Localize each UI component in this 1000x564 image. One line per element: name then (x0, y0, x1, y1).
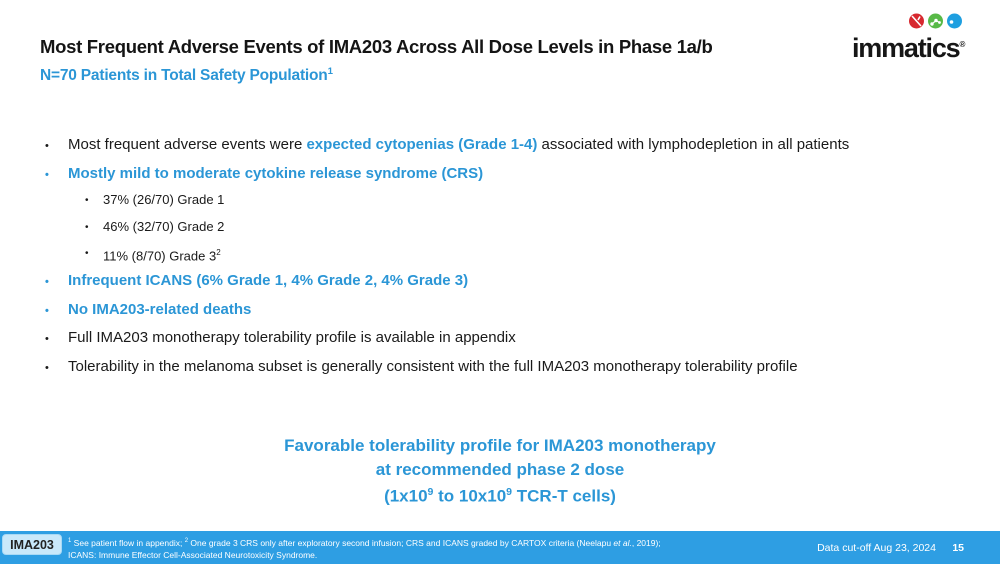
callout-line: Favorable tolerability profile for IMA203 monotherapy (284, 436, 716, 455)
bullet-marker: • (85, 195, 89, 206)
bullet-text: Full IMA203 monotherapy tolerability profile is available in appendix (68, 329, 516, 346)
exponent: 9 (427, 486, 434, 498)
bullet-item (40, 328, 970, 347)
footnote-ref: 2 (184, 538, 189, 544)
logo-wordmark-text: immatics (852, 33, 960, 63)
sub-bullet-item (40, 218, 970, 235)
bullet-text-plain: associated with lymphodepletion in all patients (537, 136, 850, 153)
footnote-line-1 (68, 535, 728, 549)
footer-bar (0, 531, 1000, 564)
bullet-marker: • (45, 362, 49, 374)
footnotes (68, 535, 728, 561)
slide-title: Most Frequent Adverse Events of IMA203 Across All Dose Levels in Phase 1a/b (40, 36, 713, 57)
bullet-marker: • (85, 222, 89, 233)
bullet-item (40, 300, 970, 319)
bullet-text: Infrequent ICANS (6% Grade 1, 4% Grade 2, 4% Grade 3) (68, 272, 469, 289)
sub-bullet-text-plain: 11% (8/70) Grade 3 (103, 248, 217, 264)
bullet-item (40, 164, 970, 183)
key-takeaway-callout (0, 434, 1000, 508)
bullet-text-plain: Most frequent adverse events were (68, 136, 307, 153)
bullet-marker: • (85, 248, 89, 259)
data-cutoff-label: Data cut-off Aug 23, 2024 (817, 542, 936, 554)
bullet-text: Mostly mild to moderate cytokine release syndrome (CRS) (68, 165, 484, 182)
footnote-text: See patient flow in appendix; (71, 537, 185, 548)
sub-bullet-text (103, 244, 970, 264)
subtitle-footnote-ref: 1 (327, 66, 333, 77)
footnote-ref: 2 (216, 248, 221, 257)
sub-bullet-item (40, 244, 970, 264)
bullet-item (40, 135, 970, 154)
bullet-marker: • (45, 276, 49, 288)
sub-bullet-text: 46% (32/70) Grade 2 (103, 219, 225, 234)
immatics-logo (850, 10, 986, 64)
logo-wordmark (852, 33, 965, 64)
sub-bullet-text: 37% (26/70) Grade 1 (103, 192, 225, 207)
sub-bullet-item (40, 191, 970, 208)
callout-text: to 10x10 (433, 486, 507, 506)
bullet-marker: • (45, 169, 49, 181)
bullet-item (40, 271, 970, 290)
bullet-text: No IMA203-related deaths (68, 301, 252, 318)
bullet-text (68, 135, 970, 154)
bullet-marker: • (45, 140, 49, 152)
program-tag: IMA203 (2, 534, 62, 555)
bullet-text: Tolerability in the melanoma subset is generally consistent with the full IMA203 monotherapy tolerability profile (68, 358, 798, 375)
callout-text: TCR-T cells) (512, 486, 616, 506)
bullet-item (40, 357, 970, 376)
slide-subtitle (40, 66, 640, 85)
footnote-text-italic: et al. (613, 537, 632, 548)
callout-line: at recommended phase 2 dose (375, 459, 625, 479)
page-number: 15 (952, 542, 964, 554)
footnote-text: One grade 3 CRS only after exploratory second infusion; CRS and ICANS graded by CARTOX criteria (Neelapu (188, 537, 614, 548)
callout-text: (1x10 (384, 486, 428, 506)
bullet-text-highlight: expected cytopenias (Grade 1-4) (306, 136, 538, 153)
registered-mark: ® (959, 40, 966, 49)
footnote-ref: 1 (68, 538, 72, 544)
bullet-marker: • (45, 305, 49, 317)
subtitle-text: N=70 Patients in Total Safety Population (40, 67, 328, 85)
exponent: 9 (506, 486, 513, 498)
footnote-text: , 2019); (631, 537, 661, 548)
callout-line (0, 481, 1000, 508)
logo-dots-icon (908, 12, 964, 30)
footnote-line-2: ICANS: Immune Effector Cell-Associated Neurotoxicity Syndrome. (68, 549, 318, 560)
bullet-marker: • (45, 333, 49, 345)
